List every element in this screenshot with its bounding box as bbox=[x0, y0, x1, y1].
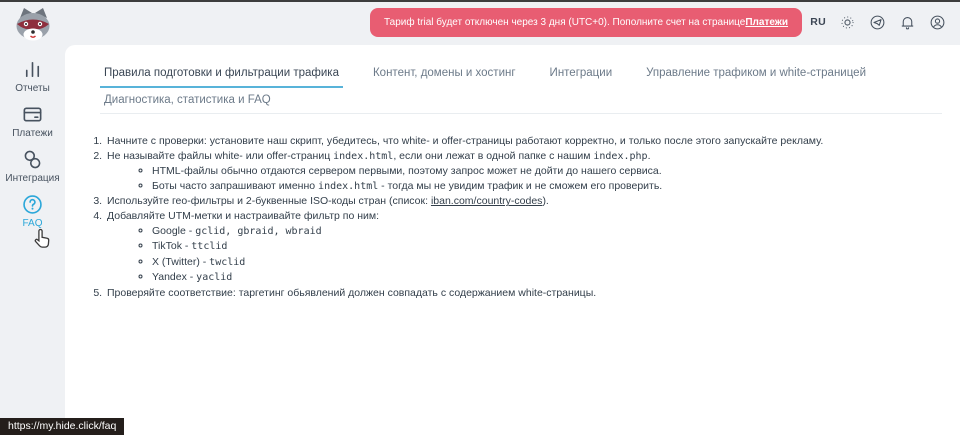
tab-traffic-rules[interactable]: Правила подготовки и фильтрации трафика bbox=[100, 67, 343, 88]
faq-sublist-item bbox=[152, 164, 942, 179]
banner-payments-link[interactable]: Платежи bbox=[745, 17, 789, 28]
logo-nose bbox=[31, 30, 35, 34]
sidebar-item-label: FAQ bbox=[22, 218, 43, 229]
question-circle-icon bbox=[21, 193, 44, 216]
logo-pupil bbox=[25, 23, 27, 25]
text-segment: HTML-файлы обычно отдаются сервером первыми, поэтому запрос может не дойти до нашего сервиса. bbox=[152, 165, 662, 178]
tab-content-domains-hosting[interactable]: Контент, домены и хостинг bbox=[372, 67, 516, 79]
sidebar-item-label: Интеграция bbox=[5, 173, 60, 184]
text-segment: X (Twitter) - bbox=[152, 255, 210, 268]
sidebar-item-integration[interactable] bbox=[0, 148, 65, 184]
faq-sublist-item bbox=[152, 270, 942, 286]
faq-list-item bbox=[105, 194, 942, 209]
telegram-icon[interactable] bbox=[869, 14, 886, 31]
tab-diagnostics-stats-faq[interactable]: Диагностика, статистика и FAQ bbox=[104, 94, 271, 106]
text-segment: - тогда мы не увидим трафик и не сможем его проверить. bbox=[378, 179, 663, 192]
status-url-tooltip: https://my.hide.click/faq bbox=[0, 418, 124, 435]
faq-list-item bbox=[105, 134, 942, 149]
trial-warning-banner bbox=[370, 8, 802, 37]
text-segment: Не называйте файлы white- или offer-страниц bbox=[107, 149, 334, 162]
banner-text: Тариф trial будет отключен через 3 дня (UTC+0). Пополните счет на странице bbox=[384, 17, 746, 28]
sidebar-item-payments[interactable] bbox=[0, 103, 65, 139]
text-segment: , если они лежат в одной папке с нашим bbox=[393, 149, 594, 162]
faq-sublist-item bbox=[152, 224, 942, 240]
inline-code: index.html bbox=[318, 180, 379, 192]
faq-content bbox=[87, 134, 942, 301]
inline-code: index.html bbox=[333, 150, 394, 162]
tabs-divider bbox=[100, 113, 942, 114]
faq-list-item bbox=[105, 209, 942, 286]
text-segment: Начните с проверки: установите наш скрипт, убедитесь, что white- и offer-страницы работают корректно, и только после этого запускайте рекламу. bbox=[107, 135, 824, 147]
logo-pupil bbox=[39, 23, 41, 25]
faq-sublist-item bbox=[152, 179, 942, 195]
mouse-cursor bbox=[33, 228, 53, 251]
sidebar-item-reports[interactable] bbox=[0, 58, 65, 94]
header-actions bbox=[810, 10, 946, 34]
text-segment: Yandex - bbox=[152, 271, 197, 284]
text-segment: Добавляйте UTM-метки и настраивайте фильтр по ним: bbox=[107, 209, 380, 222]
faq-list-item bbox=[105, 149, 942, 195]
card-icon bbox=[21, 103, 44, 126]
text-segment: Google - bbox=[152, 224, 196, 237]
text-segment: ). bbox=[542, 195, 549, 208]
faq-list-item bbox=[105, 286, 942, 301]
inline-code: twclid bbox=[209, 256, 246, 268]
inline-code: index.php bbox=[593, 150, 648, 162]
faq-sublist-item bbox=[152, 239, 942, 255]
main-content-card bbox=[65, 45, 960, 435]
text-segment: TikTok - bbox=[152, 240, 192, 253]
inline-code: gclid, gbraid, wbraid bbox=[195, 225, 322, 237]
faq-sublist-item bbox=[152, 255, 942, 271]
language-switcher[interactable]: RU bbox=[810, 16, 826, 28]
raccoon-logo[interactable] bbox=[10, 5, 56, 43]
notifications-bell-icon[interactable] bbox=[899, 14, 916, 31]
link-icon bbox=[21, 148, 44, 171]
text-segment: . bbox=[647, 149, 651, 162]
sidebar-item-label: Отчеты bbox=[15, 83, 50, 94]
text-segment: Боты часто запрашивают именно bbox=[152, 179, 319, 192]
tab-traffic-management[interactable]: Управление трафиком и white-страницей bbox=[646, 67, 867, 79]
faq-list bbox=[87, 134, 942, 301]
sidebar-item-label: Платежи bbox=[12, 128, 53, 139]
inline-code: yaclid bbox=[196, 272, 233, 284]
tab-integrations[interactable]: Интеграции bbox=[549, 67, 613, 79]
bar-chart-icon bbox=[21, 58, 44, 81]
inline-code: ttclid bbox=[191, 241, 228, 253]
sidebar-item-faq[interactable] bbox=[0, 193, 65, 229]
text-segment: Используйте гео-фильтры и 2-буквенные ISO-коды стран (список: bbox=[107, 195, 431, 208]
theme-sun-icon[interactable] bbox=[839, 14, 856, 31]
sidebar bbox=[0, 58, 65, 229]
country-codes-link[interactable]: iban.com/country-codes bbox=[430, 195, 543, 208]
text-segment: Проверяйте соответствие: таргетинг обьявлений должен совпадать с содержанием white-страницы. bbox=[107, 286, 597, 299]
profile-icon[interactable] bbox=[929, 14, 946, 31]
faq-sublist bbox=[107, 224, 942, 286]
tabs-row-1 bbox=[100, 67, 942, 88]
faq-sublist bbox=[107, 164, 942, 194]
window-top-border bbox=[0, 0, 960, 2]
